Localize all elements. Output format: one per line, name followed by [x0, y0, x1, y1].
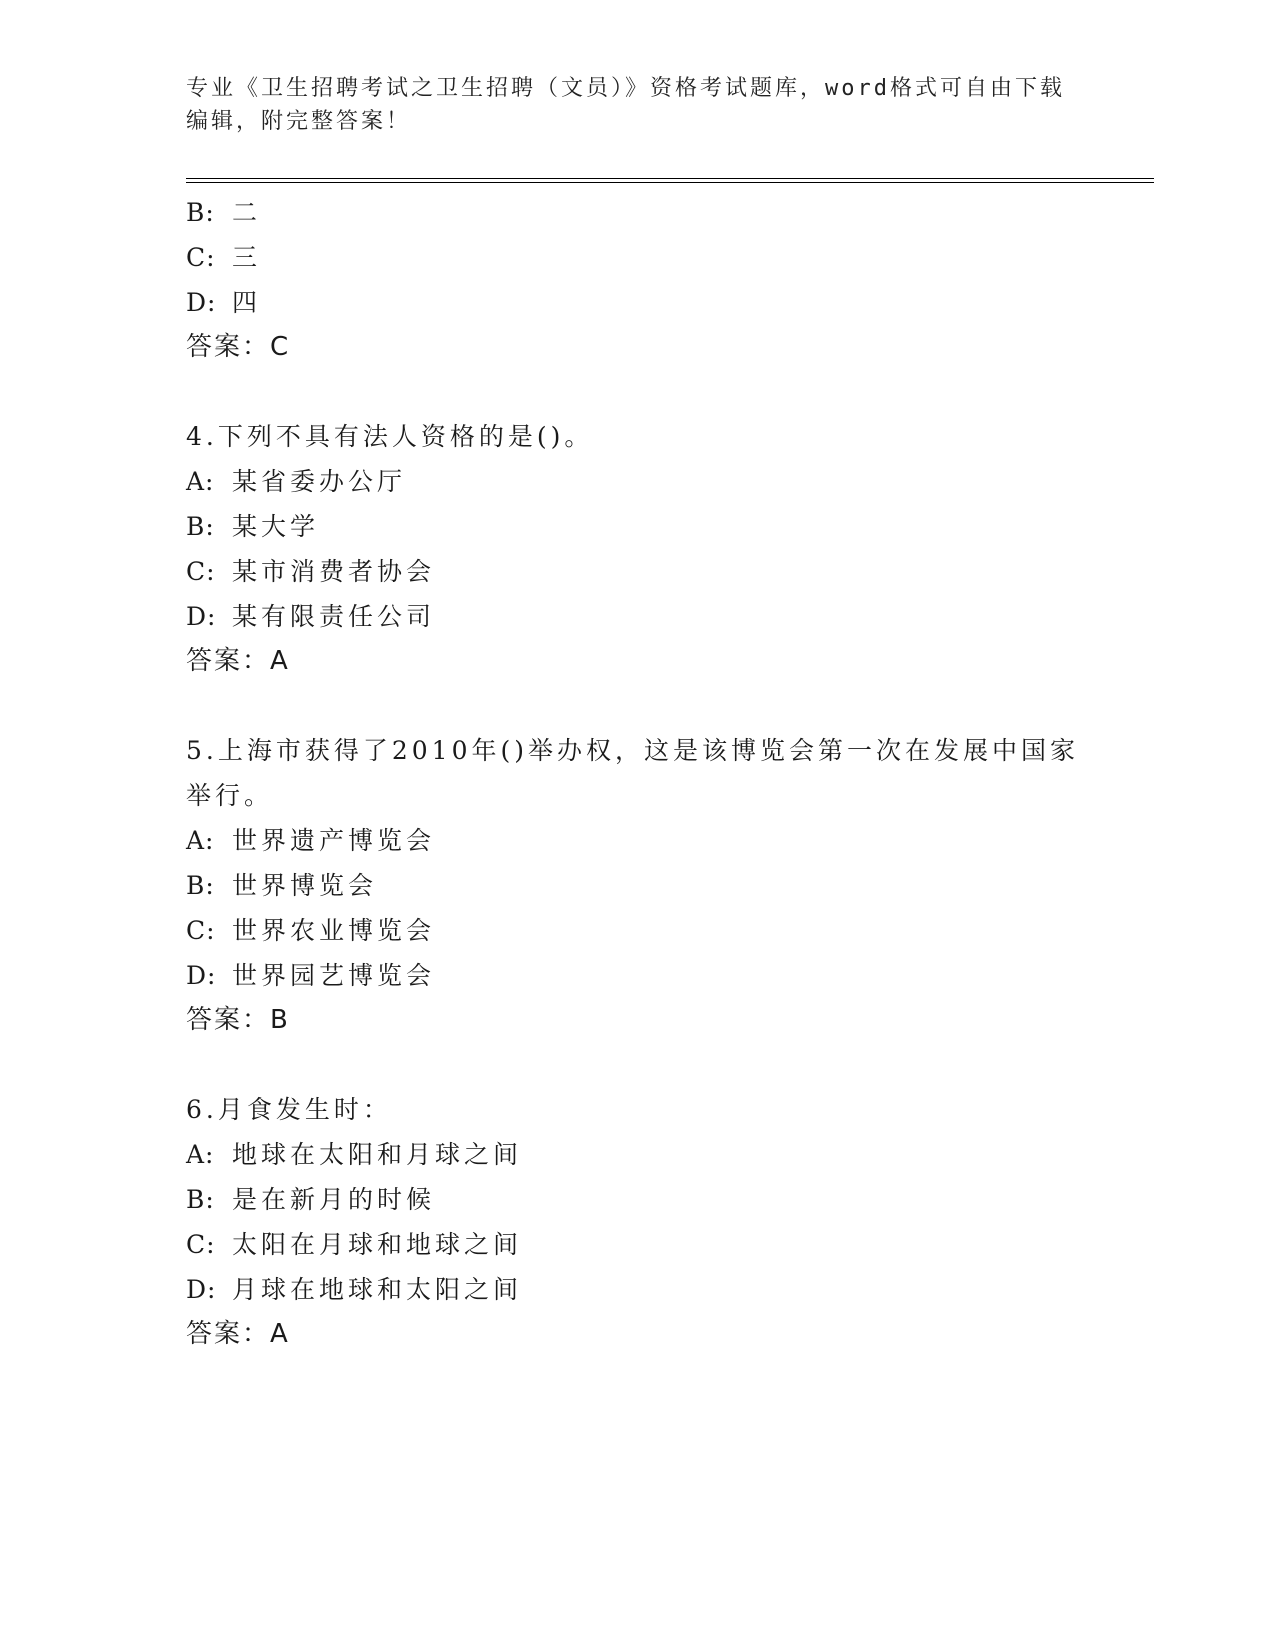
- option-d: [186, 280, 1086, 325]
- option-d: [186, 1267, 1086, 1312]
- option-text: 二: [232, 198, 262, 227]
- option-b: [186, 863, 1086, 908]
- option-c: [186, 235, 1086, 280]
- option-text: 某大学: [232, 512, 320, 541]
- option-key: A:: [186, 1140, 215, 1169]
- document-header: [186, 72, 1086, 138]
- option-key: B:: [186, 871, 215, 900]
- option-text: 地球在太阳和月球之间: [232, 1140, 523, 1169]
- option-text: 世界农业博览会: [232, 916, 436, 945]
- answer-line: 答案：C: [186, 332, 291, 362]
- answer-line: 答案：A: [186, 646, 290, 676]
- option-text: 世界园艺博览会: [232, 961, 436, 990]
- question-4: [186, 414, 1086, 684]
- option-text: 月球在地球和太阳之间: [232, 1275, 523, 1304]
- option-key: C:: [186, 916, 216, 945]
- option-d: [186, 953, 1086, 998]
- option-key: B:: [186, 1185, 215, 1214]
- answer-line: 答案：B: [186, 1005, 290, 1035]
- question-stem: 4.下列不具有法人资格的是()。: [186, 422, 594, 451]
- spacer: [186, 684, 1086, 728]
- option-c: [186, 908, 1086, 953]
- option-a: [186, 818, 1086, 863]
- option-b: [186, 504, 1086, 549]
- option-text: 某市消费者协会: [232, 557, 436, 586]
- question-stem: 6.月食发生时：: [186, 1095, 392, 1124]
- option-text: 三: [232, 243, 262, 272]
- option-d: [186, 594, 1086, 639]
- question-stem: 5.上海市获得了2010年()举办权，这是该博览会第一次在发展中国家举行。: [186, 736, 1079, 810]
- spacer: [186, 1043, 1086, 1087]
- option-text: 四: [232, 288, 262, 317]
- question-continued: [186, 190, 1086, 370]
- option-c: [186, 549, 1086, 594]
- header-text: 专业《卫生招聘考试之卫生招聘（文员）》资格考试题库，word格式可自由下载编辑，附完整答案！: [186, 76, 1065, 134]
- header-divider: [186, 178, 1154, 183]
- option-key: B:: [186, 198, 215, 227]
- option-a: [186, 1132, 1086, 1177]
- question-5: [186, 728, 1086, 1043]
- option-key: D:: [186, 288, 217, 317]
- option-c: [186, 1222, 1086, 1267]
- option-key: B:: [186, 512, 215, 541]
- spacer: [186, 370, 1086, 414]
- option-key: D:: [186, 1275, 217, 1304]
- option-b: [186, 190, 1086, 235]
- option-b: [186, 1177, 1086, 1222]
- option-key: C:: [186, 557, 216, 586]
- option-key: C:: [186, 243, 216, 272]
- option-key: A:: [186, 467, 215, 496]
- option-key: C:: [186, 1230, 216, 1259]
- answer-line: 答案：A: [186, 1319, 290, 1349]
- option-text: 是在新月的时候: [232, 1185, 436, 1214]
- option-text: 世界遗产博览会: [232, 826, 436, 855]
- option-key: A:: [186, 826, 215, 855]
- question-list: [186, 190, 1086, 1357]
- option-text: 世界博览会: [232, 871, 378, 900]
- option-key: D:: [186, 961, 217, 990]
- option-text: 太阳在月球和地球之间: [232, 1230, 523, 1259]
- option-a: [186, 459, 1086, 504]
- option-key: D:: [186, 602, 217, 631]
- option-text: 某省委办公厅: [232, 467, 407, 496]
- question-6: [186, 1087, 1086, 1357]
- option-text: 某有限责任公司: [232, 602, 436, 631]
